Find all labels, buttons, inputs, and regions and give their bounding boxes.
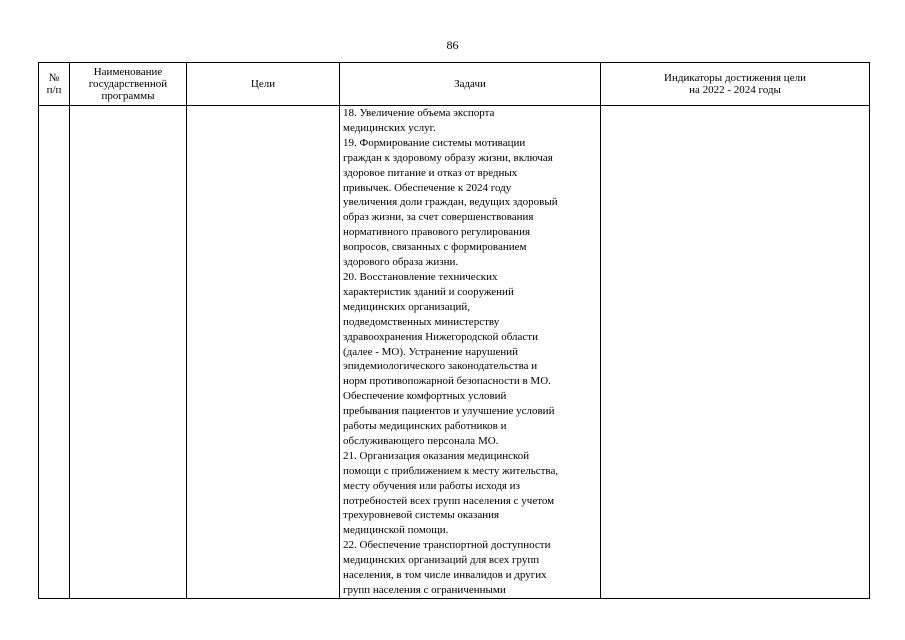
- header-tasks: Задачи: [340, 63, 601, 106]
- task-text-line: здорового образа жизни.: [343, 256, 459, 269]
- task-text-line: медицинских организаций,: [343, 300, 471, 313]
- cell-program: [70, 106, 187, 599]
- program-table: [38, 62, 870, 599]
- task-text-line: увеличения доли граждан, ведущих здоровый: [343, 196, 558, 209]
- task-text-line: пребывания пациентов и улучшение условий: [343, 405, 555, 418]
- task-text-line: здоровое питание и отказ от вредных: [343, 166, 518, 179]
- task-text-line: 22. Обеспечение транспортной доступности: [343, 539, 551, 552]
- header-number: [39, 63, 70, 106]
- cell-indicators: [601, 106, 870, 599]
- header-program-line2: государственной: [88, 78, 168, 90]
- task-text-line: привычек. Обеспечение к 2024 году: [343, 181, 512, 194]
- task-text-line: медицинской помощи.: [343, 524, 449, 537]
- page-number: 86: [446, 38, 459, 52]
- header-indicators-line2: на 2022 - 2024 годы: [689, 84, 781, 96]
- task-text-line: 21. Организация оказания медицинской: [343, 449, 530, 462]
- header-program-line1: Наименование: [93, 66, 163, 78]
- table-header-row: [39, 63, 870, 106]
- task-text-line: работы медицинских работников и: [343, 420, 507, 433]
- task-text-line: обслуживающего персонала МО.: [343, 434, 499, 447]
- task-text-line: 20. Восстановление технических: [343, 270, 498, 283]
- task-text-line: потребностей всех групп населения с учетом: [343, 494, 555, 507]
- task-text-line: медицинских услуг.: [343, 121, 436, 134]
- header-program-name: [70, 63, 187, 106]
- task-text-line: (далее - МО). Устранение нарушений: [343, 345, 519, 358]
- header-indicators: [601, 63, 870, 106]
- task-text-line: вопросов, связанных с формированием: [343, 241, 527, 254]
- cell-goals: [187, 106, 340, 599]
- task-text-line: 19. Формирование системы мотивации: [343, 136, 526, 149]
- cell-number: [39, 106, 70, 599]
- task-text-line: подведомственных министерству: [343, 315, 500, 328]
- task-text-line: населения, в том числе инвалидов и других: [343, 569, 547, 582]
- task-text-line: трехуровневой системы оказания: [343, 509, 500, 522]
- task-text-line: Обеспечение комфортных условий: [343, 390, 507, 403]
- task-text-line: граждан к здоровому образу жизни, включая: [343, 151, 553, 164]
- header-indicators-line1: Индикаторы достижения цели: [664, 72, 806, 84]
- task-text-line: месту обучения или работы исходя из: [343, 479, 520, 492]
- task-text-line: помощи с приближением к месту жительства,: [343, 464, 559, 477]
- task-text-line: образ жизни, за счет совершенствования: [343, 211, 534, 224]
- task-text-line: групп населения с ограниченными: [343, 584, 506, 596]
- task-text-line: характеристик зданий и сооружений: [343, 285, 514, 298]
- header-number-line2: п/п: [46, 84, 62, 96]
- table-row: [39, 106, 870, 599]
- cell-tasks: [340, 106, 601, 599]
- tasks-text: [343, 106, 597, 598]
- task-text-line: 18. Увеличение объема экспорта: [343, 107, 495, 119]
- task-text-line: нормативного правового регулирования: [343, 226, 531, 239]
- task-text-line: здравоохранения Нижегородской области: [343, 330, 538, 343]
- task-text-line: норм противопожарной безопасности в МО.: [343, 375, 551, 388]
- task-text-line: эпидемиологического законодательства и: [343, 360, 538, 373]
- header-goals: Цели: [187, 63, 340, 106]
- header-number-line1: №: [48, 72, 60, 84]
- task-text-line: медицинских организаций для всех групп: [343, 554, 540, 567]
- header-program-line3: программы: [101, 90, 155, 102]
